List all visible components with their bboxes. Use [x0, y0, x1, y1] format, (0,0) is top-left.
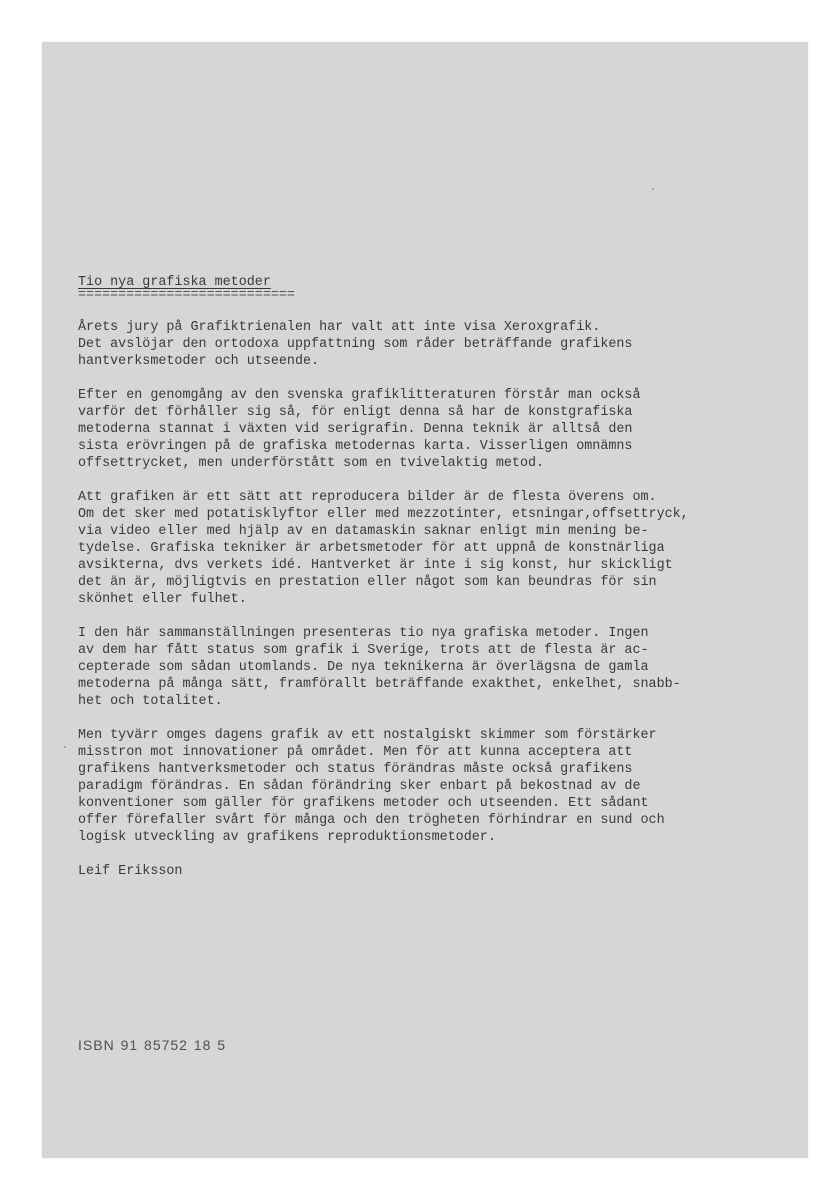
- paragraph-4: I den här sammanställningen presenteras tio nya grafiska metoder. Ingen av dem har fått status som grafik i Sverige, trots att de flesta är ac- cepterade som sådan utomlands. De nya teknikerna är överlägsna de gamla metoderna på många sätt, framförallt beträffande exakthet, enkelhet, snabb- het och totalitet.: [78, 626, 681, 709]
- paper-speck: [652, 188, 654, 190]
- paragraph-2: Efter en genomgång av den svenska grafiklitteraturen förstår man också varför det förhåller sig så, för enligt denna så har de konstgrafiska metoderna stannat i växten vid serigrafin. Denna teknik är alltså den sista erövringen på de grafiska metodernas karta. Visserligen omnämns offsettrycket, men underförstått som en tvivelaktig metod.: [78, 388, 641, 471]
- document-title: Tio nya grafiska metoder: [78, 275, 271, 290]
- paragraph-1: Årets jury på Grafiktrienalen har valt att inte visa Xeroxgrafik. Det avslöjar den ortodoxa uppfattning som råder beträffande grafikens hantverksmetoder och utseende.: [78, 320, 633, 369]
- title-double-rule: ===========================: [78, 288, 295, 303]
- author-signature: Leif Eriksson: [78, 864, 183, 879]
- document-heading: [78, 274, 295, 303]
- isbn-number: ISBN 91 85752 18 5: [78, 1037, 227, 1053]
- paragraph-5: Men tyvärr omges dagens grafik av ett nostalgiskt skimmer som förstärker misstron mot innovationer på området. Men för att kunna acceptera att grafikens hantverksmetoder och status förändras måste också grafikens paradigm förändras. En sådan förändring sker enbart på bekostnad av de konventioner som gäller för grafikens metoder och utseenden. Ett sådant offer förefaller svårt för många och den trögheten förhindrar en sund och logisk utveckling av grafikens reproduktionsmetoder.: [78, 728, 665, 845]
- paper-speck: [64, 746, 66, 748]
- document-body: [78, 319, 798, 880]
- paragraph-3: Att grafiken är ett sätt att reproducera bilder är de flesta överens om. Om det sker med potatisklyftor eller med mezzotinter, etsningar,offsettryck, via video eller med hjälp av en datamaskin saknar enligt min mening be- tydelse. Grafiska tekniker är arbetsmetoder för att uppnå de konstnärliga avsikterna, dvs verkets idé. Hantverket är inte i sig konst, hur skickligt det än är, möjligtvis en prestation eller något som kan beundras för sin skönhet eller fulhet.: [78, 490, 689, 607]
